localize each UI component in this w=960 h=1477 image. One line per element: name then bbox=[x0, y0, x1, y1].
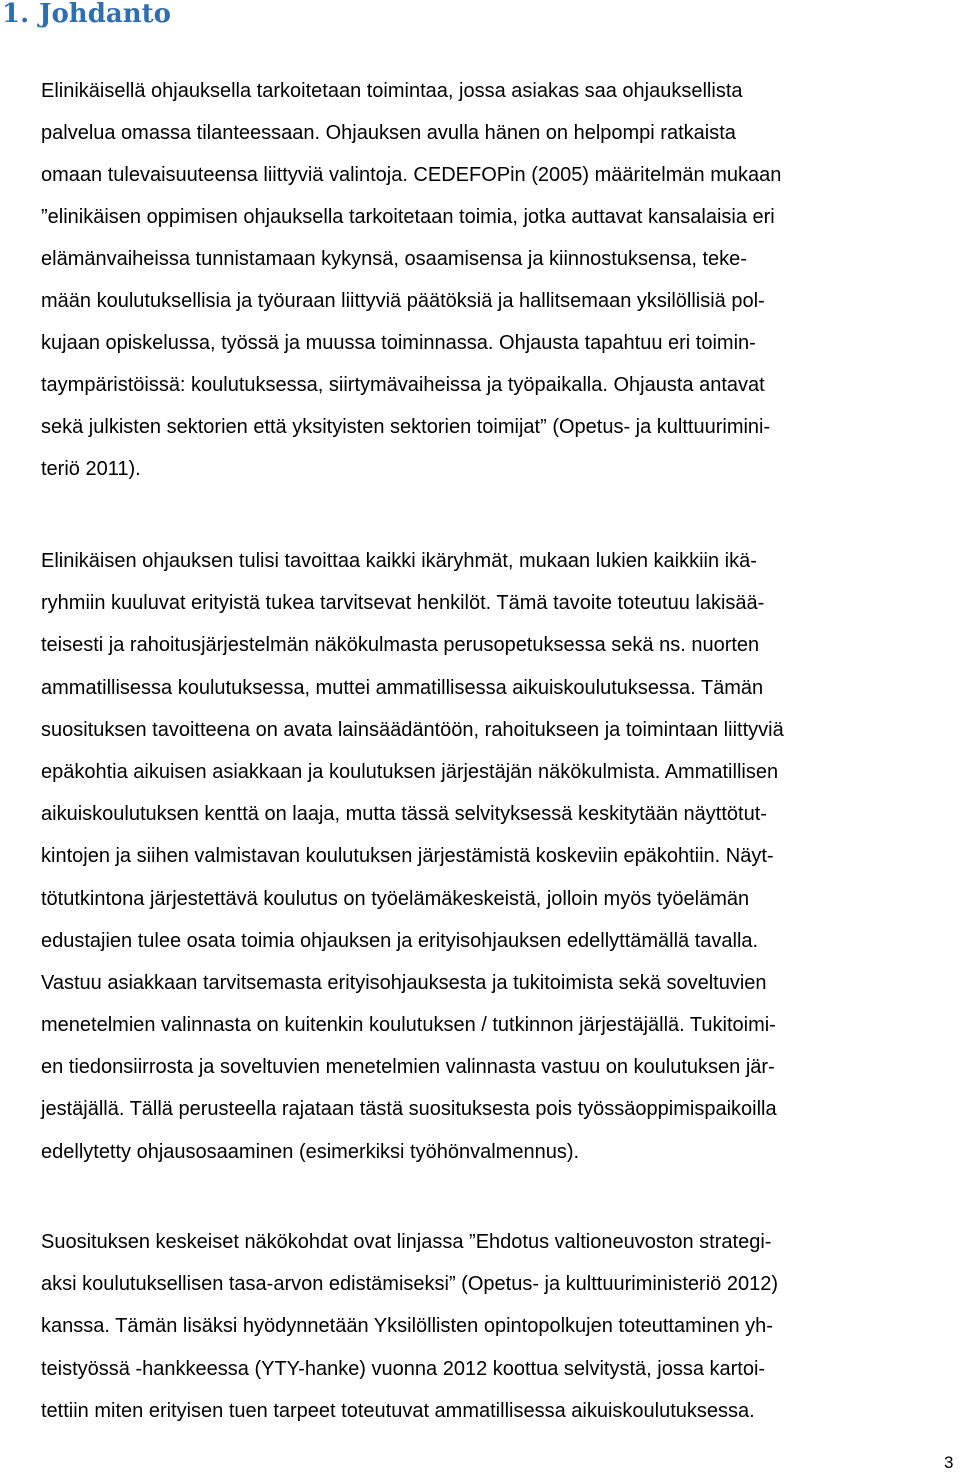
section-heading bbox=[2, 0, 171, 30]
paragraph-1 bbox=[41, 70, 960, 490]
text-line: Elinikäisen ohjauksen tulisi tavoittaa kaikki ikäryhmät, mukaan lukien kaikkiin ikä- bbox=[41, 550, 757, 572]
text-line: aksi koulutuksellisen tasa-arvon edistämiseksi” (Opetus- ja kulttuuriministeriö 2012) bbox=[41, 1273, 778, 1296]
text-line: kintojen ja siihen valmistavan koulutuksen järjestämistä koskeviin epäkohtiin. Näyt- bbox=[41, 845, 774, 868]
section-title: Johdanto bbox=[39, 0, 171, 29]
text-line: menetelmien valinnasta on kuitenkin koulutuksen / tutkinnon järjestäjällä. Tukitoimi- bbox=[41, 1014, 776, 1037]
text-line: kanssa. Tämän lisäksi hyödynnetään Yksilöllisten opintopolkujen toteuttaminen yh- bbox=[41, 1315, 773, 1338]
text-line: teistyössä -hankkeessa (YTY-hanke) vuonna 2012 koottua selvitystä, jossa kartoi- bbox=[41, 1357, 766, 1380]
section-number: 1. bbox=[2, 0, 30, 29]
text-line: suosituksen tavoitteena on avata lainsäädäntöön, rahoitukseen ja toimintaan liittyviä bbox=[41, 718, 784, 741]
page-number: 3 bbox=[944, 1453, 954, 1472]
text-line: ryhmiin kuuluvat erityistä tukea tarvitsevat henkilöt. Tämä tavoite toteutuu lakisää- bbox=[41, 592, 765, 615]
text-line: teriö 2011). bbox=[41, 458, 141, 480]
text-line: mään koulutuksellisia ja työuraan liittyviä päätöksiä ja hallitsemaan yksilöllisiä pol- bbox=[41, 290, 765, 312]
text-line: tötutkintona järjestettävä koulutus on työelämäkeskeistä, jolloin myös työelämän bbox=[41, 887, 750, 910]
text-line: omaan tulevaisuuteensa liittyviä valintoja. CEDEFOPin (2005) määritelmän mukaan bbox=[41, 164, 782, 186]
text-line: kujaan opiskelussa, työssä ja muussa toiminnassa. Ohjausta tapahtuu eri toimin- bbox=[41, 332, 756, 354]
text-line: edustajien tulee osata toimia ohjauksen ja erityisohjauksen edellyttämällä tavalla. bbox=[41, 929, 759, 952]
text-line: taympäristöissä: koulutuksessa, siirtymävaiheissa ja työpaikalla. Ohjausta antavat bbox=[41, 374, 765, 396]
text-line: ”elinikäisen oppimisen ohjauksella tarkoitetaan toimia, jotka auttavat kansalaisia eri bbox=[41, 206, 775, 228]
text-line: palvelua omassa tilanteessaan. Ohjauksen avulla hänen on helpompi ratkaista bbox=[41, 122, 736, 144]
text-line: en tiedonsiirrosta ja soveltuvien menetelmien valinnasta vastuu on koulutuksen jär- bbox=[41, 1056, 775, 1079]
text-line: tettiin miten erityisen tuen tarpeet toteutuvat ammatillisessa aikuiskoulutuksessa. bbox=[41, 1399, 755, 1422]
text-line: ammatillisessa koulutuksessa, muttei ammatillisessa aikuiskoulutuksessa. Tämän bbox=[41, 676, 764, 699]
text-line: elämänvaiheissa tunnistamaan kykynsä, osaamisensa ja kiinnostuksensa, teke- bbox=[41, 248, 747, 270]
paragraph-3 bbox=[41, 1221, 960, 1432]
text-line: edellytetty ohjausosaaminen (esimerkiksi työhönvalmennus). bbox=[41, 1140, 580, 1163]
text-line: Elinikäisellä ohjauksella tarkoitetaan toimintaa, jossa asiakas saa ohjauksellista bbox=[41, 80, 743, 102]
text-line: epäkohtia aikuisen asiakkaan ja koulutuksen järjestäjän näkökulmista. Ammatillisen bbox=[41, 760, 779, 783]
text-line: teisesti ja rahoitusjärjestelmän näkökulmasta perusopetuksessa sekä ns. nuorten bbox=[41, 634, 760, 657]
text-line: aikuiskoulutuksen kenttä on laaja, mutta tässä selvityksessä keskitytään näyttötut- bbox=[41, 803, 767, 826]
text-line: Vastuu asiakkaan tarvitsemasta erityisohjauksesta ja tukitoimista sekä soveltuvien bbox=[41, 971, 767, 994]
paragraph-2 bbox=[41, 540, 960, 1173]
text-line: Suosituksen keskeiset näkökohdat ovat linjassa ”Ehdotus valtioneuvoston strategi- bbox=[41, 1231, 772, 1253]
text-line: jestäjällä. Tällä perusteella rajataan tästä suosituksesta pois työssäoppimispaikoilla bbox=[41, 1098, 777, 1121]
text-line: sekä julkisten sektorien että yksityisten sektorien toimijat” (Opetus- ja kulttuurimini- bbox=[41, 416, 771, 438]
